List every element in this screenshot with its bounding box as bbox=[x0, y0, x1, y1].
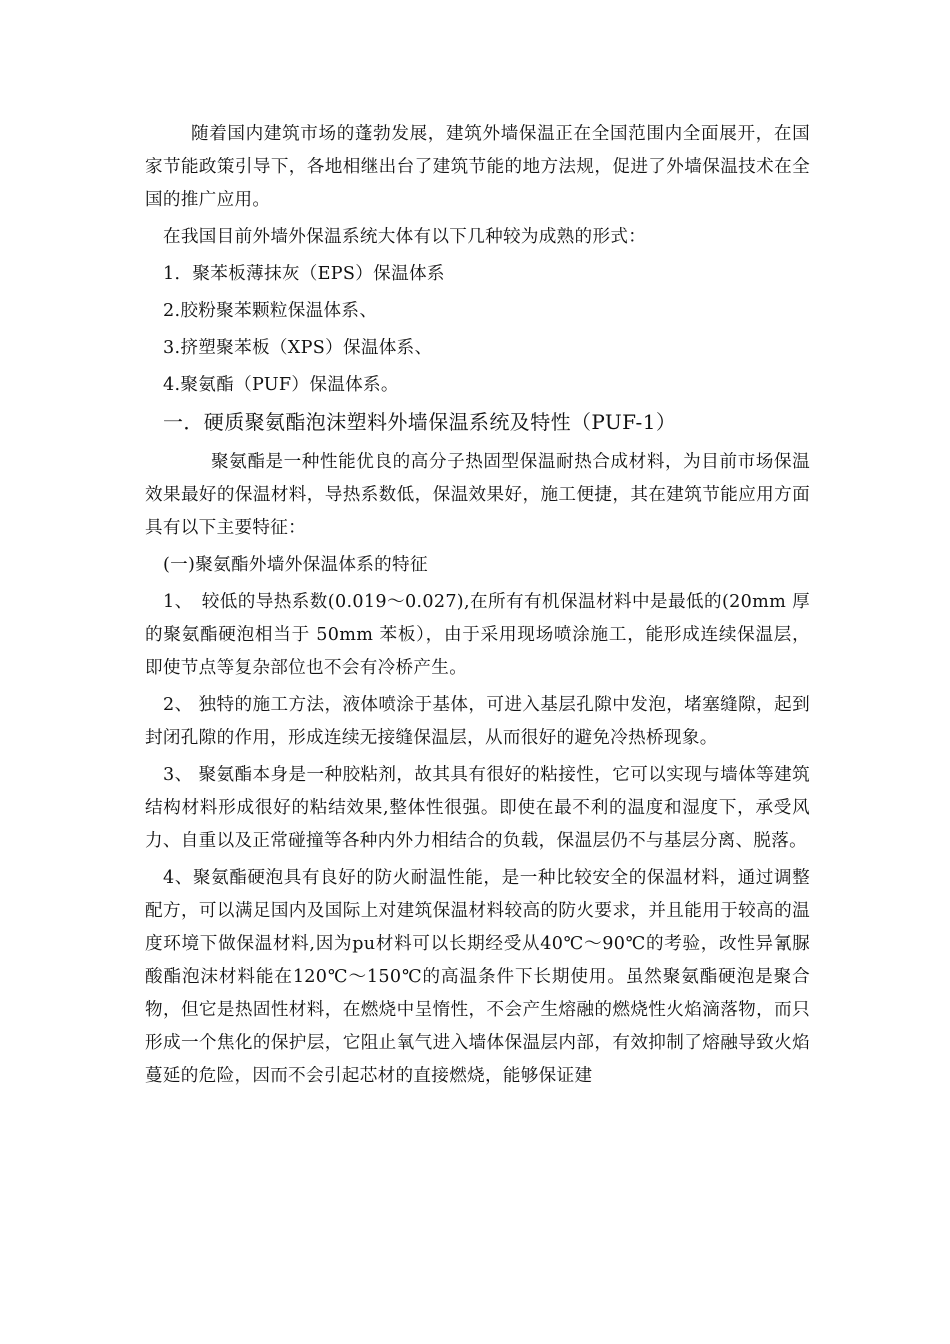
intro-paragraph-1: 随着国内建筑市场的蓬勃发展，建筑外墙保温正在全国范围内全面展开，在国家节能政策引导下，各地相继出台了建筑节能的地方法规，促进了外墙保温技术在全国的推广应用。 bbox=[145, 124, 810, 210]
section-subheading: (一)聚氨酯外墙外保温体系的特征 bbox=[163, 555, 428, 575]
list-item-rubber-powder: 2.胶粉聚苯颗粒保温体系、 bbox=[163, 301, 378, 321]
feature-item-3: 3、 聚氨酯本身是一种胶粘剂，故其具有很好的粘接性，它可以实现与墙体等建筑结构材料形成很好的粘结效果,整体性很强。即使在最不利的温度和湿度下，承受风力、自重以及正常碰撞等各种内外力相结合的负载，保温层仍不与基层分离、脱落。 bbox=[145, 765, 810, 851]
list-item-eps: 1．聚苯板薄抹灰（EPS）保温体系 bbox=[163, 264, 445, 284]
feature-item-2: 2、 独特的施工方法，液体喷涂于基体，可进入基层孔隙中发泡，堵塞缝隙，起到封闭孔隙的作用，形成连续无接缝保温层，从而很好的避免冷热桥现象。 bbox=[145, 695, 810, 748]
list-item-xps: 3.挤塑聚苯板（XPS）保温体系、 bbox=[163, 338, 433, 358]
document-body bbox=[145, 118, 810, 1093]
intro-paragraph-2: 在我国目前外墙外保温系统大体有以下几种较为成熟的形式： bbox=[163, 227, 647, 247]
section-paragraph-1: 聚氨酯是一种性能优良的高分子热固型保温耐热合成材料，为目前市场保温效果最好的保温材料，导热系数低，保温效果好，施工便捷，其在建筑节能应用方面具有以下主要特征： bbox=[145, 452, 810, 538]
feature-item-1: 1、 较低的导热系数(0.019～0.027),在所有有机保温材料中是最低的(20mm 厚的聚氨酯硬泡相当于 50mm 苯板），由于采用现场喷涂施工，能形成连续保温层，即使节点等复杂部位也不会有冷桥产生。 bbox=[145, 592, 810, 678]
list-item-puf: 4.聚氨酯（PUF）保温体系。 bbox=[163, 375, 399, 395]
section-heading: 一．硬质聚氨酯泡沫塑料外墙保温系统及特性（PUF-1） bbox=[163, 410, 677, 434]
feature-item-4: 4、聚氨酯硬泡具有良好的防火耐温性能，是一种比较安全的保温材料，通过调整配方，可以满足国内及国际上对建筑保温材料较高的防火要求，并且能用于较高的温度环境下做保温材料,因为pu材料可以长期经受从40℃～90℃的考验，改性异氰脲酸酯泡沫材料能在120℃～150℃的高温条件下长期使用。虽然聚氨酯硬泡是聚合物，但它是热固性材料，在燃烧中呈惰性，不会产生熔融的燃烧性火焰滴落物，而只形成一个焦化的保护层，它阻止氧气进入墙体保温层内部，有效抑制了熔融导致火焰蔓延的危险，因而不会引起芯材的直接燃烧，能够保证建 bbox=[145, 868, 810, 1086]
